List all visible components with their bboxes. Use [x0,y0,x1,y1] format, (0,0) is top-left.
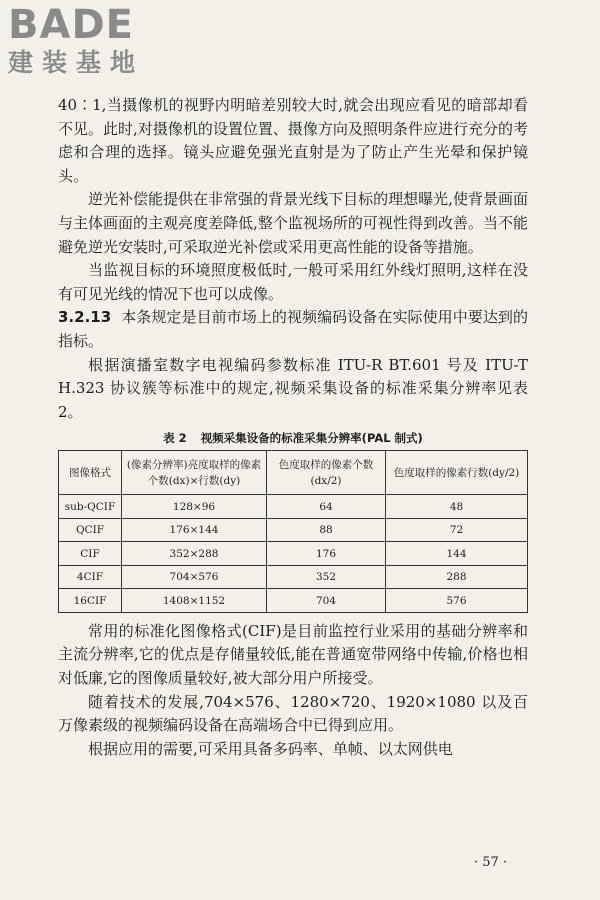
page-number: · 57 · [474,855,508,870]
table-cell: 576 [386,589,528,613]
logo-brand: BADE [8,2,134,48]
table-cell: 88 [267,518,386,542]
table-cell: 176 [267,542,386,566]
page-body [58,94,528,761]
table-cell: 352 [267,565,386,589]
paragraph-continuation: 40∶1,当摄像机的视野内明暗差别较大时,就会出现应看见的暗部却看不见。此时,对摄像机的设置位置、摄像方向及照明条件应进行充分的考虑和合理的选择。镜头应避免强光直射是为了防止产生光晕和保护镜头。 [58,96,528,185]
resolution-table [58,450,528,613]
table-header-cell: 色度取样的像素个数(dx/2) [267,451,386,495]
table-cell: 1408×1152 [122,589,267,613]
paragraph-backlight: 逆光补偿能提供在非常强的背景光线下目标的理想曝光,使背景画面与主体画面的主观亮度差降低,整个监视场所的可视性得到改善。当不能避免逆光安装时,可采取逆光补偿或采用更高性能的设备等措施。 [58,190,528,256]
section-3-2-13 [58,306,528,353]
table-cell: 4CIF [59,565,122,589]
table-cell: 128×96 [122,495,267,519]
section-number: 3.2.13 [58,308,112,327]
logo [8,4,178,78]
table-cell: 144 [386,542,528,566]
table-cell: 16CIF [59,589,122,613]
paragraph-standards: 根据演播室数字电视编码参数标准 ITU-R BT.601 号及 ITU-T H.323 协议簇等标准中的规定,视频采集设备的标准采集分辨率见表 2。 [58,355,528,421]
table-cell: sub-QCIF [59,495,122,519]
table-row [59,565,528,589]
table-cell: 48 [386,495,528,519]
table-cell: 704×576 [122,565,267,589]
table-header-cell: (像素分辨率)亮度取样的像素个数(dx)×行数(dy) [122,451,267,495]
logo-subtitle: 建装基地 [8,48,145,77]
table-cell: QCIF [59,518,122,542]
table-cell: 72 [386,518,528,542]
paragraph-low-light: 当监视目标的环境照度极低时,一般可采用红外线灯照明,这样在没有可见光线的情况下也可以成像。 [58,261,528,303]
table-row [59,518,528,542]
table-cell: 352×288 [122,542,267,566]
table-cell: CIF [59,542,122,566]
paragraph-application: 根据应用的需要,可采用具备多码率、单帧、以太网供电 [88,739,453,758]
table-row [59,542,528,566]
table-header-cell: 色度取样的像素行数(dy/2) [386,451,528,495]
table-caption-title: 视频采集设备的标准采集分辨率(PAL 制式) [200,431,423,446]
table-cell: 64 [267,495,386,519]
table-header-cell: 图像格式 [59,451,122,495]
table-caption [58,430,528,446]
table-cell: 176×144 [122,518,267,542]
paragraph-cif: 常用的标准化图像格式(CIF)是目前监控行业采用的基础分辨率和主流分辨率,它的优点是存储量较低,能在普通宽带网络中传输,价格也相对低廉,它的图像质量较好,被大部分用户所接受。 [58,621,528,687]
table-cell: 704 [267,589,386,613]
paragraph-tech-development: 随着技术的发展,704×576、1280×720、1920×1080 以及百万像素级的视频编码设备在高端场合中已得到应用。 [58,692,528,735]
table-row [59,589,528,613]
table-header-row [59,451,528,495]
table-row [59,495,528,519]
table-cell: 288 [386,565,528,589]
table-caption-number: 表 2 [163,431,187,446]
section-text: 本条规定是目前市场上的视频编码设备在实际使用中要达到的指标。 [58,308,528,350]
